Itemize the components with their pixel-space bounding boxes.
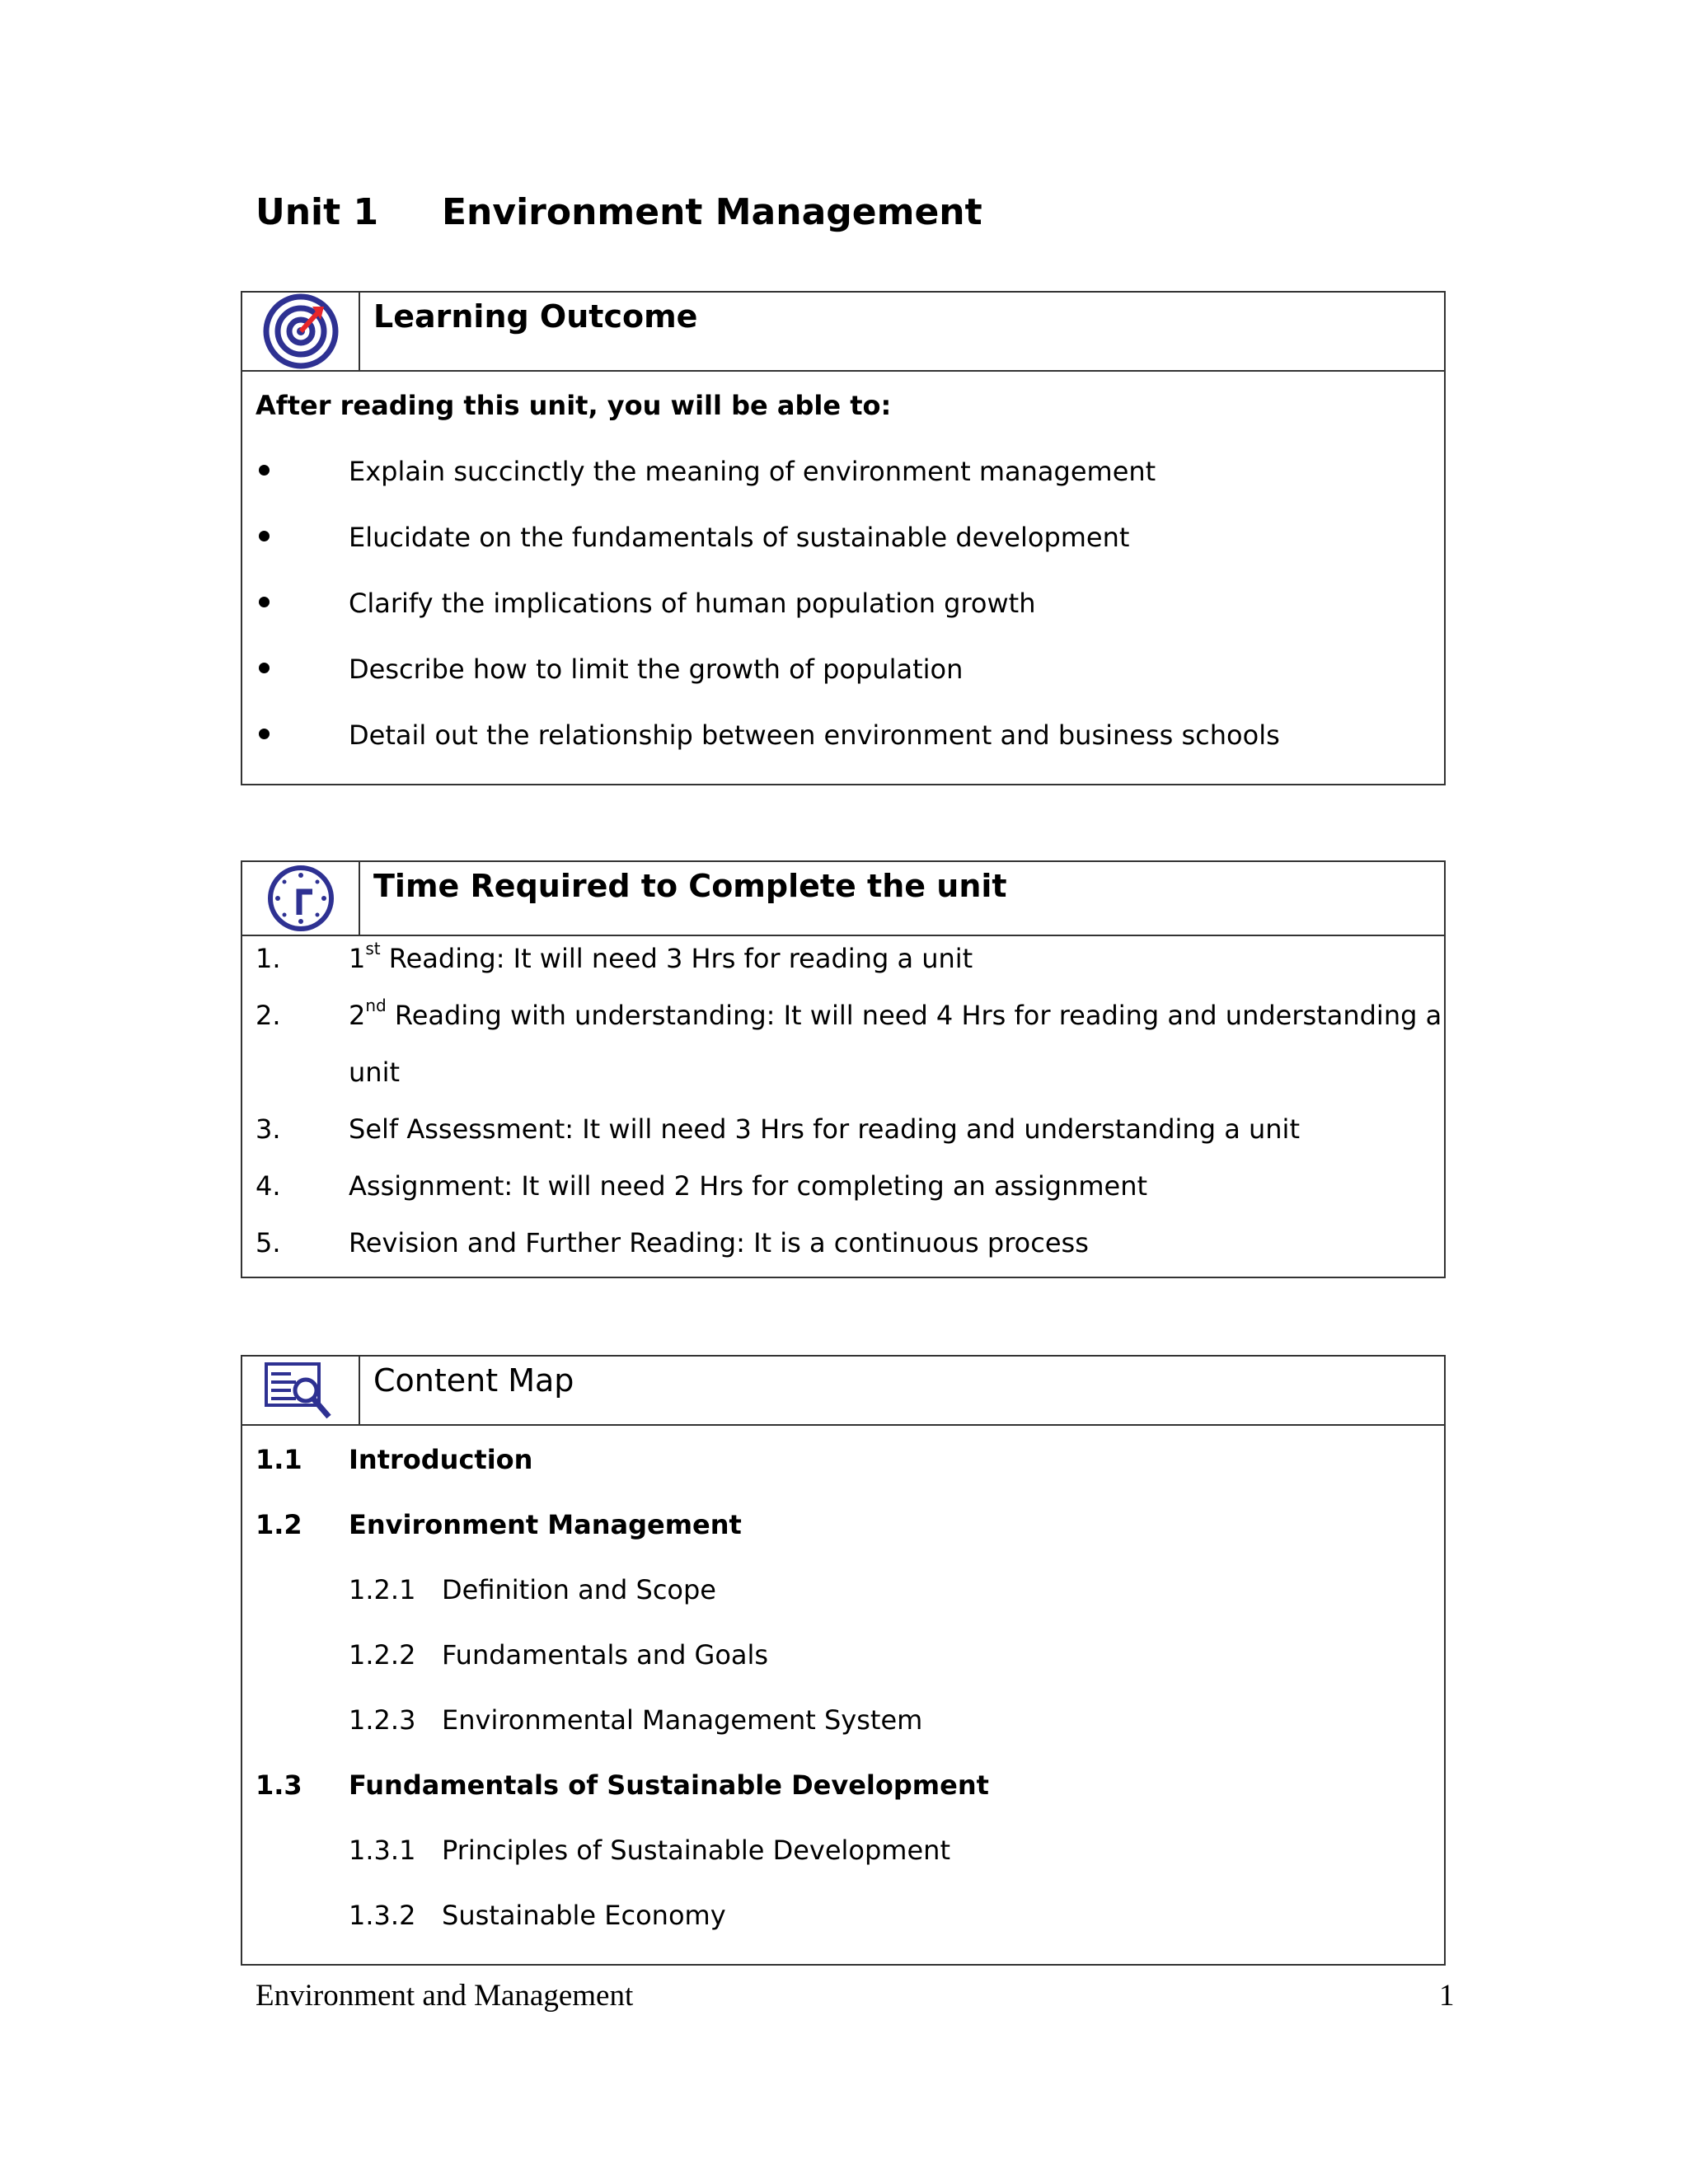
subsection-title: Definition and Scope — [442, 1574, 716, 1605]
outcome-item — [256, 522, 1436, 553]
learning-outcome-intro — [256, 390, 1436, 421]
section-title: Fundamentals of Sustainable Development — [349, 1769, 989, 1801]
outcome-item — [256, 456, 1436, 487]
content-map-item — [256, 1769, 1436, 1801]
item-text — [349, 996, 1442, 1031]
outcome-item — [256, 719, 1436, 751]
unit-name: Environment Management — [442, 191, 982, 233]
time-item — [256, 1170, 1436, 1202]
time-item — [256, 939, 1436, 974]
time-item — [256, 996, 1442, 1031]
target-icon-cell — [242, 293, 360, 370]
time-item — [256, 1227, 1436, 1258]
time-item — [256, 1113, 1436, 1145]
time-required-box — [241, 860, 1446, 1278]
item-body: Reading: It will need 3 Hrs for reading a unit — [380, 943, 973, 974]
outcome-text: Detail out the relationship between environment and business schools — [349, 719, 1280, 751]
content-map-subitem — [349, 1639, 1436, 1671]
content-map-heading: Content Map — [373, 1362, 574, 1399]
ordinal: 1 — [349, 943, 366, 974]
outcome-text: Clarify the implications of human population growth — [349, 588, 1036, 619]
item-text: Assignment: It will need 2 Hrs for completing an assignment — [349, 1170, 1148, 1202]
bullet-icon — [259, 729, 270, 739]
bullet-icon — [259, 465, 270, 476]
content-map-box — [241, 1355, 1446, 1966]
outcome-item — [256, 654, 1436, 685]
subsection-title: Environmental Management System — [442, 1704, 923, 1736]
page-number: 1 — [1439, 1979, 1455, 2013]
item-body-continued: unit — [349, 1057, 400, 1088]
section-title: Introduction — [349, 1444, 533, 1475]
content-map-subitem — [349, 1704, 1436, 1736]
unit-title — [256, 191, 982, 233]
content-map-subitem — [349, 1574, 1436, 1605]
clock-icon-cell — [242, 862, 360, 935]
subsection-number: 1.2.2 — [349, 1639, 416, 1671]
bullet-icon — [259, 597, 270, 607]
subsection-number: 1.3.1 — [349, 1835, 416, 1866]
item-text: Revision and Further Reading: It is a continuous process — [349, 1227, 1089, 1258]
subsection-number: 1.3.2 — [349, 1900, 416, 1931]
bullet-icon — [259, 531, 270, 541]
item-text — [349, 939, 973, 974]
intro-text: After reading this unit, you will be able to: — [256, 390, 892, 421]
subsection-number: 1.2.1 — [349, 1574, 416, 1605]
section-number: 1.2 — [256, 1509, 302, 1540]
item-number: 2. — [256, 1000, 281, 1031]
content-map-item — [256, 1509, 1436, 1540]
outcome-text: Explain succinctly the meaning of environment management — [349, 456, 1156, 487]
outcome-item — [256, 588, 1436, 619]
section-number: 1.1 — [256, 1444, 302, 1475]
subsection-number: 1.2.3 — [349, 1704, 416, 1736]
target-icon — [263, 293, 339, 369]
outcome-text: Elucidate on the fundamentals of sustainable development — [349, 522, 1130, 553]
content-map-header — [242, 1357, 1444, 1426]
learning-outcome-box — [241, 291, 1446, 785]
time-required-header — [242, 862, 1444, 936]
subsection-title: Fundamentals and Goals — [442, 1639, 769, 1671]
subsection-title: Principles of Sustainable Development — [442, 1835, 950, 1866]
unit-number: Unit 1 — [256, 191, 379, 233]
section-number: 1.3 — [256, 1769, 302, 1801]
outcome-text: Describe how to limit the growth of population — [349, 654, 964, 685]
learning-outcome-header — [242, 293, 1444, 372]
section-title: Environment Management — [349, 1509, 742, 1540]
ordinal-suffix: nd — [365, 996, 387, 1016]
item-body: Reading with understanding: It will need 4 Hrs for reading and understanding a — [386, 1000, 1442, 1031]
item-number: 5. — [256, 1227, 281, 1258]
ordinal: 2 — [349, 1000, 366, 1031]
content-map-subitem — [349, 1900, 1436, 1931]
time-item-continuation — [256, 1057, 1436, 1088]
bullet-icon — [259, 663, 270, 673]
time-required-heading: Time Required to Complete the unit — [373, 868, 1007, 904]
item-number: 4. — [256, 1170, 281, 1202]
document-search-icon — [263, 1359, 339, 1422]
footer-title: Environment and Management — [256, 1979, 634, 2013]
content-map-subitem — [349, 1835, 1436, 1866]
learning-outcome-heading: Learning Outcome — [373, 298, 698, 335]
content-map-item — [256, 1444, 1436, 1475]
document-search-icon-cell — [242, 1357, 360, 1424]
ordinal-suffix: st — [365, 939, 381, 959]
item-number: 3. — [256, 1113, 281, 1145]
item-number: 1. — [256, 943, 281, 974]
subsection-title: Sustainable Economy — [442, 1900, 726, 1931]
clock-icon — [266, 864, 335, 933]
item-text: Self Assessment: It will need 3 Hrs for reading and understanding a unit — [349, 1113, 1300, 1145]
